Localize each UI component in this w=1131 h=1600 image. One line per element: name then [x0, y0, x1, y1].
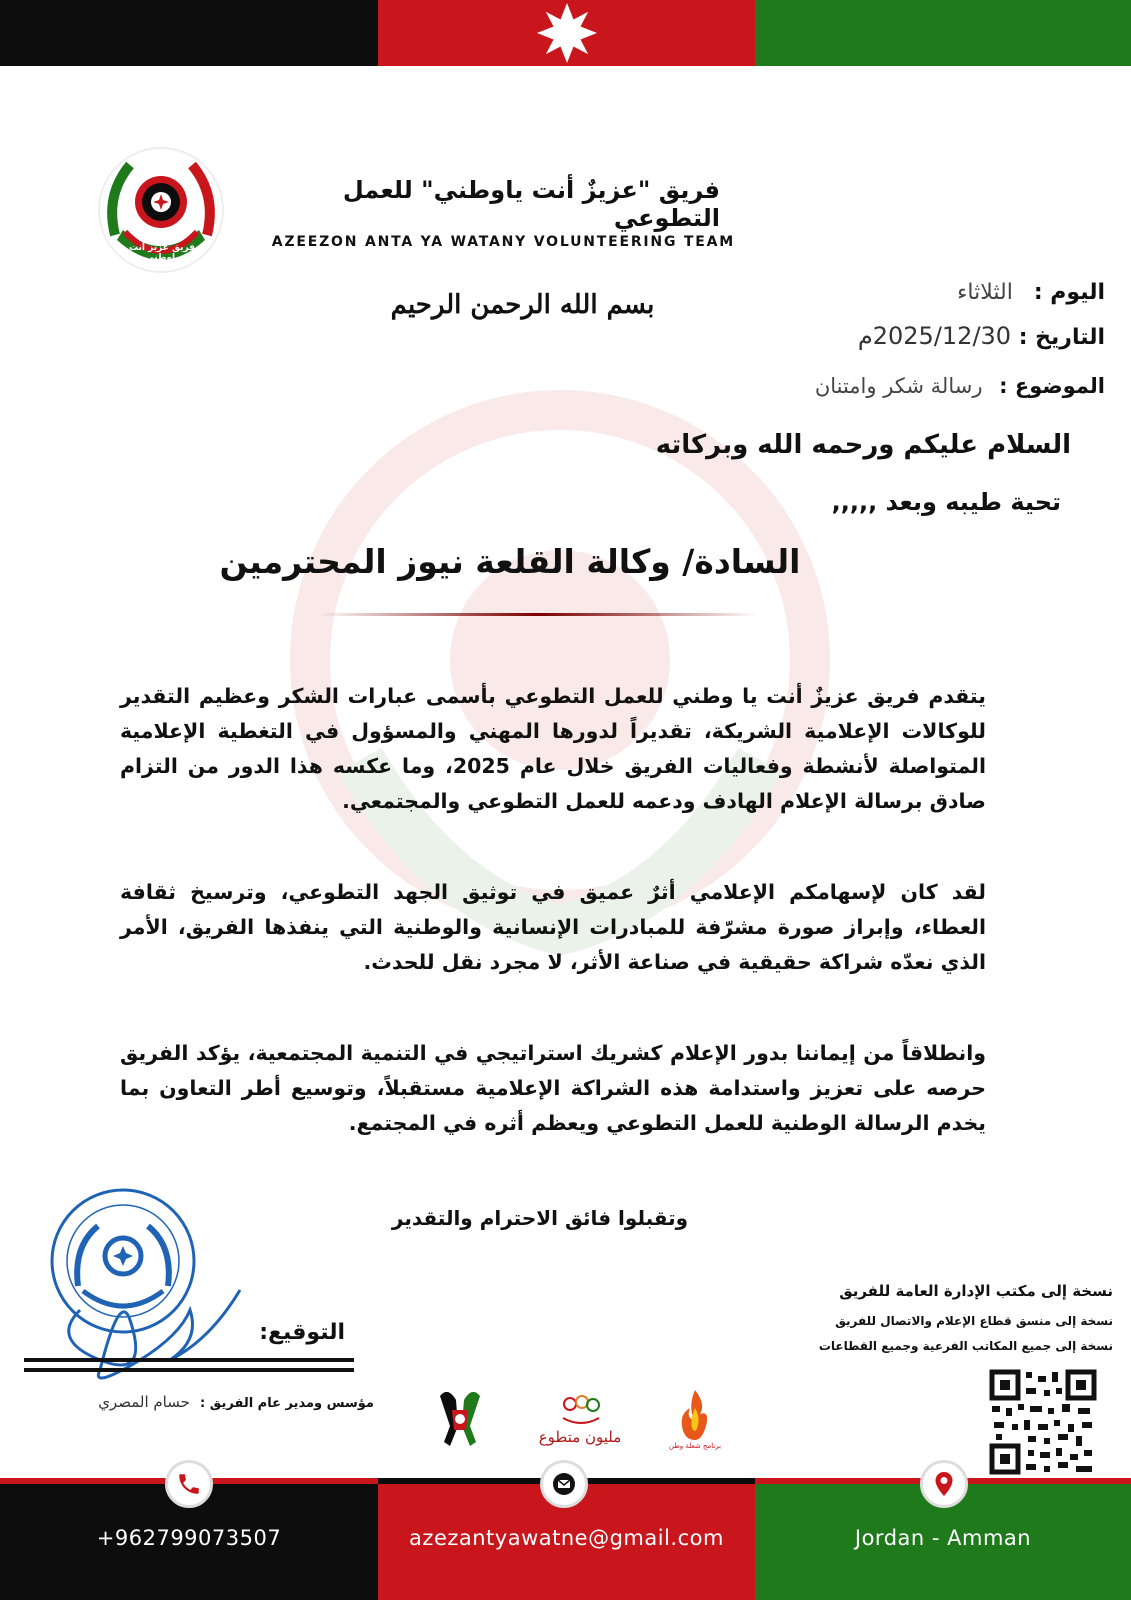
million-volunteer-text: مليون متطوع	[538, 1428, 622, 1446]
email-icon[interactable]	[540, 1460, 588, 1508]
body-paragraph-2: لقد كان لإسهامكم الإعلامي أثرٌ عميق في توثيق الجهد التطوعي، وترسيخ ثقافة العطاء، وإبراز صورة مشرّفة للمبادرات الإنسانية والوطنية التي ينفذها الفريق، الأمر الذي نعدّه شراكة حقيقية في صناعة الأثر، لا مجرد نقل للحدث.	[120, 880, 986, 974]
subject-value: رسالة شكر وامتنان	[814, 374, 983, 398]
phone-icon[interactable]	[165, 1460, 213, 1508]
signature-label: التوقيع:	[259, 1320, 345, 1345]
copy-line-1: نسخة إلى مكتب الإدارة العامة للفريق	[839, 1282, 1113, 1300]
team-name-arabic: فريق "عزيزٌ أنت ياوطني" للعمل التطوعي	[342, 176, 720, 232]
signature-line-2	[24, 1368, 354, 1372]
date-label: التاريخ :	[1018, 325, 1105, 350]
program-label: برنامج شعلة وطن	[668, 1442, 722, 1450]
addressee-underline	[318, 613, 758, 616]
day-label: اليوم :	[1033, 280, 1105, 305]
top-band-red	[378, 0, 755, 66]
day-value: الثلاثاء	[957, 280, 1013, 305]
star-icon	[534, 0, 600, 66]
signature-role-row	[24, 1393, 374, 1411]
partner-logo-program	[668, 1386, 722, 1456]
subject-row	[765, 374, 1105, 398]
copy-line-2: نسخة إلى منسق قطاع الإعلام والاتصال للفريق	[835, 1314, 1113, 1328]
signature-role: مؤسس ومدير عام الفريق :	[200, 1396, 374, 1411]
subject-label: الموضوع :	[999, 374, 1105, 398]
signature-line-1	[24, 1358, 354, 1362]
body-paragraph-3: وانطلاقاً من إيماننا بدور الإعلام كشريك استراتيجي في التنمية المجتمعية، يؤكد الفريق حرصه على تعزيز واستدامة هذه الشراكة الإعلامية مستقبلاً، وتوسيع أطر التعاون بما يخدم الرسالة الوطنية للعمل التطوعي ويعظم أثره في المجتمع.	[120, 1041, 986, 1135]
addressee: السادة/ وكالة القلعة نيوز المحترمين	[219, 542, 801, 581]
basmala: بسم الله الرحمن الرحيم	[390, 290, 655, 320]
partner-logo-horses	[430, 1386, 490, 1454]
date-value: 2025/12/30م	[857, 322, 1012, 350]
logo-text: فريق عزيزٌ أنت ياوطني	[129, 243, 195, 263]
partner-logo-million-volunteer	[535, 1390, 625, 1456]
qr-code[interactable]	[988, 1368, 1098, 1476]
top-band-green	[755, 0, 1131, 66]
copy-line-3: نسخة إلى جميع المكاتب الفرعية وجميع القطاعات	[818, 1339, 1113, 1353]
footer-location: Jordan - Amman	[854, 1526, 1032, 1550]
team-logo	[95, 140, 227, 278]
signature-name: حسام المصري	[98, 1393, 190, 1411]
greeting-2: تحية طيبه وبعد ,,,,,	[831, 488, 1061, 516]
day-row	[805, 280, 1105, 305]
footer-email[interactable]: azezantyawatne@gmail.com	[409, 1526, 724, 1550]
date-row	[805, 322, 1105, 350]
footer-phone[interactable]: +962799073507	[96, 1526, 282, 1550]
body-paragraph-1: يتقدم فريق عزيزٌ أنت يا وطني للعمل التطوعي بأسمى عبارات الشكر وعظيم التقدير للوكالات الإعلامية الشريكة، تقديراً لدورها المهني والمسؤول في التغطية الإعلامية المتواصلة لأنشطة وفعاليات الفريق خلال عام 2025، وما عكسه هذا الدور من التزام صادق برسالة الإعلام الهادف ودعمه للعمل التطوعي والمجتمعي.	[120, 684, 986, 813]
greeting: السلام عليكم ورحمه الله وبركاته	[655, 430, 1071, 460]
team-name-english: AZEEZON ANTA YA WATANY VOLUNTEERING TEAM	[271, 234, 735, 250]
top-band-black	[0, 0, 378, 66]
location-icon[interactable]	[920, 1460, 968, 1508]
closing: وتقبلوا فائق الاحترام والتقدير	[391, 1206, 689, 1230]
